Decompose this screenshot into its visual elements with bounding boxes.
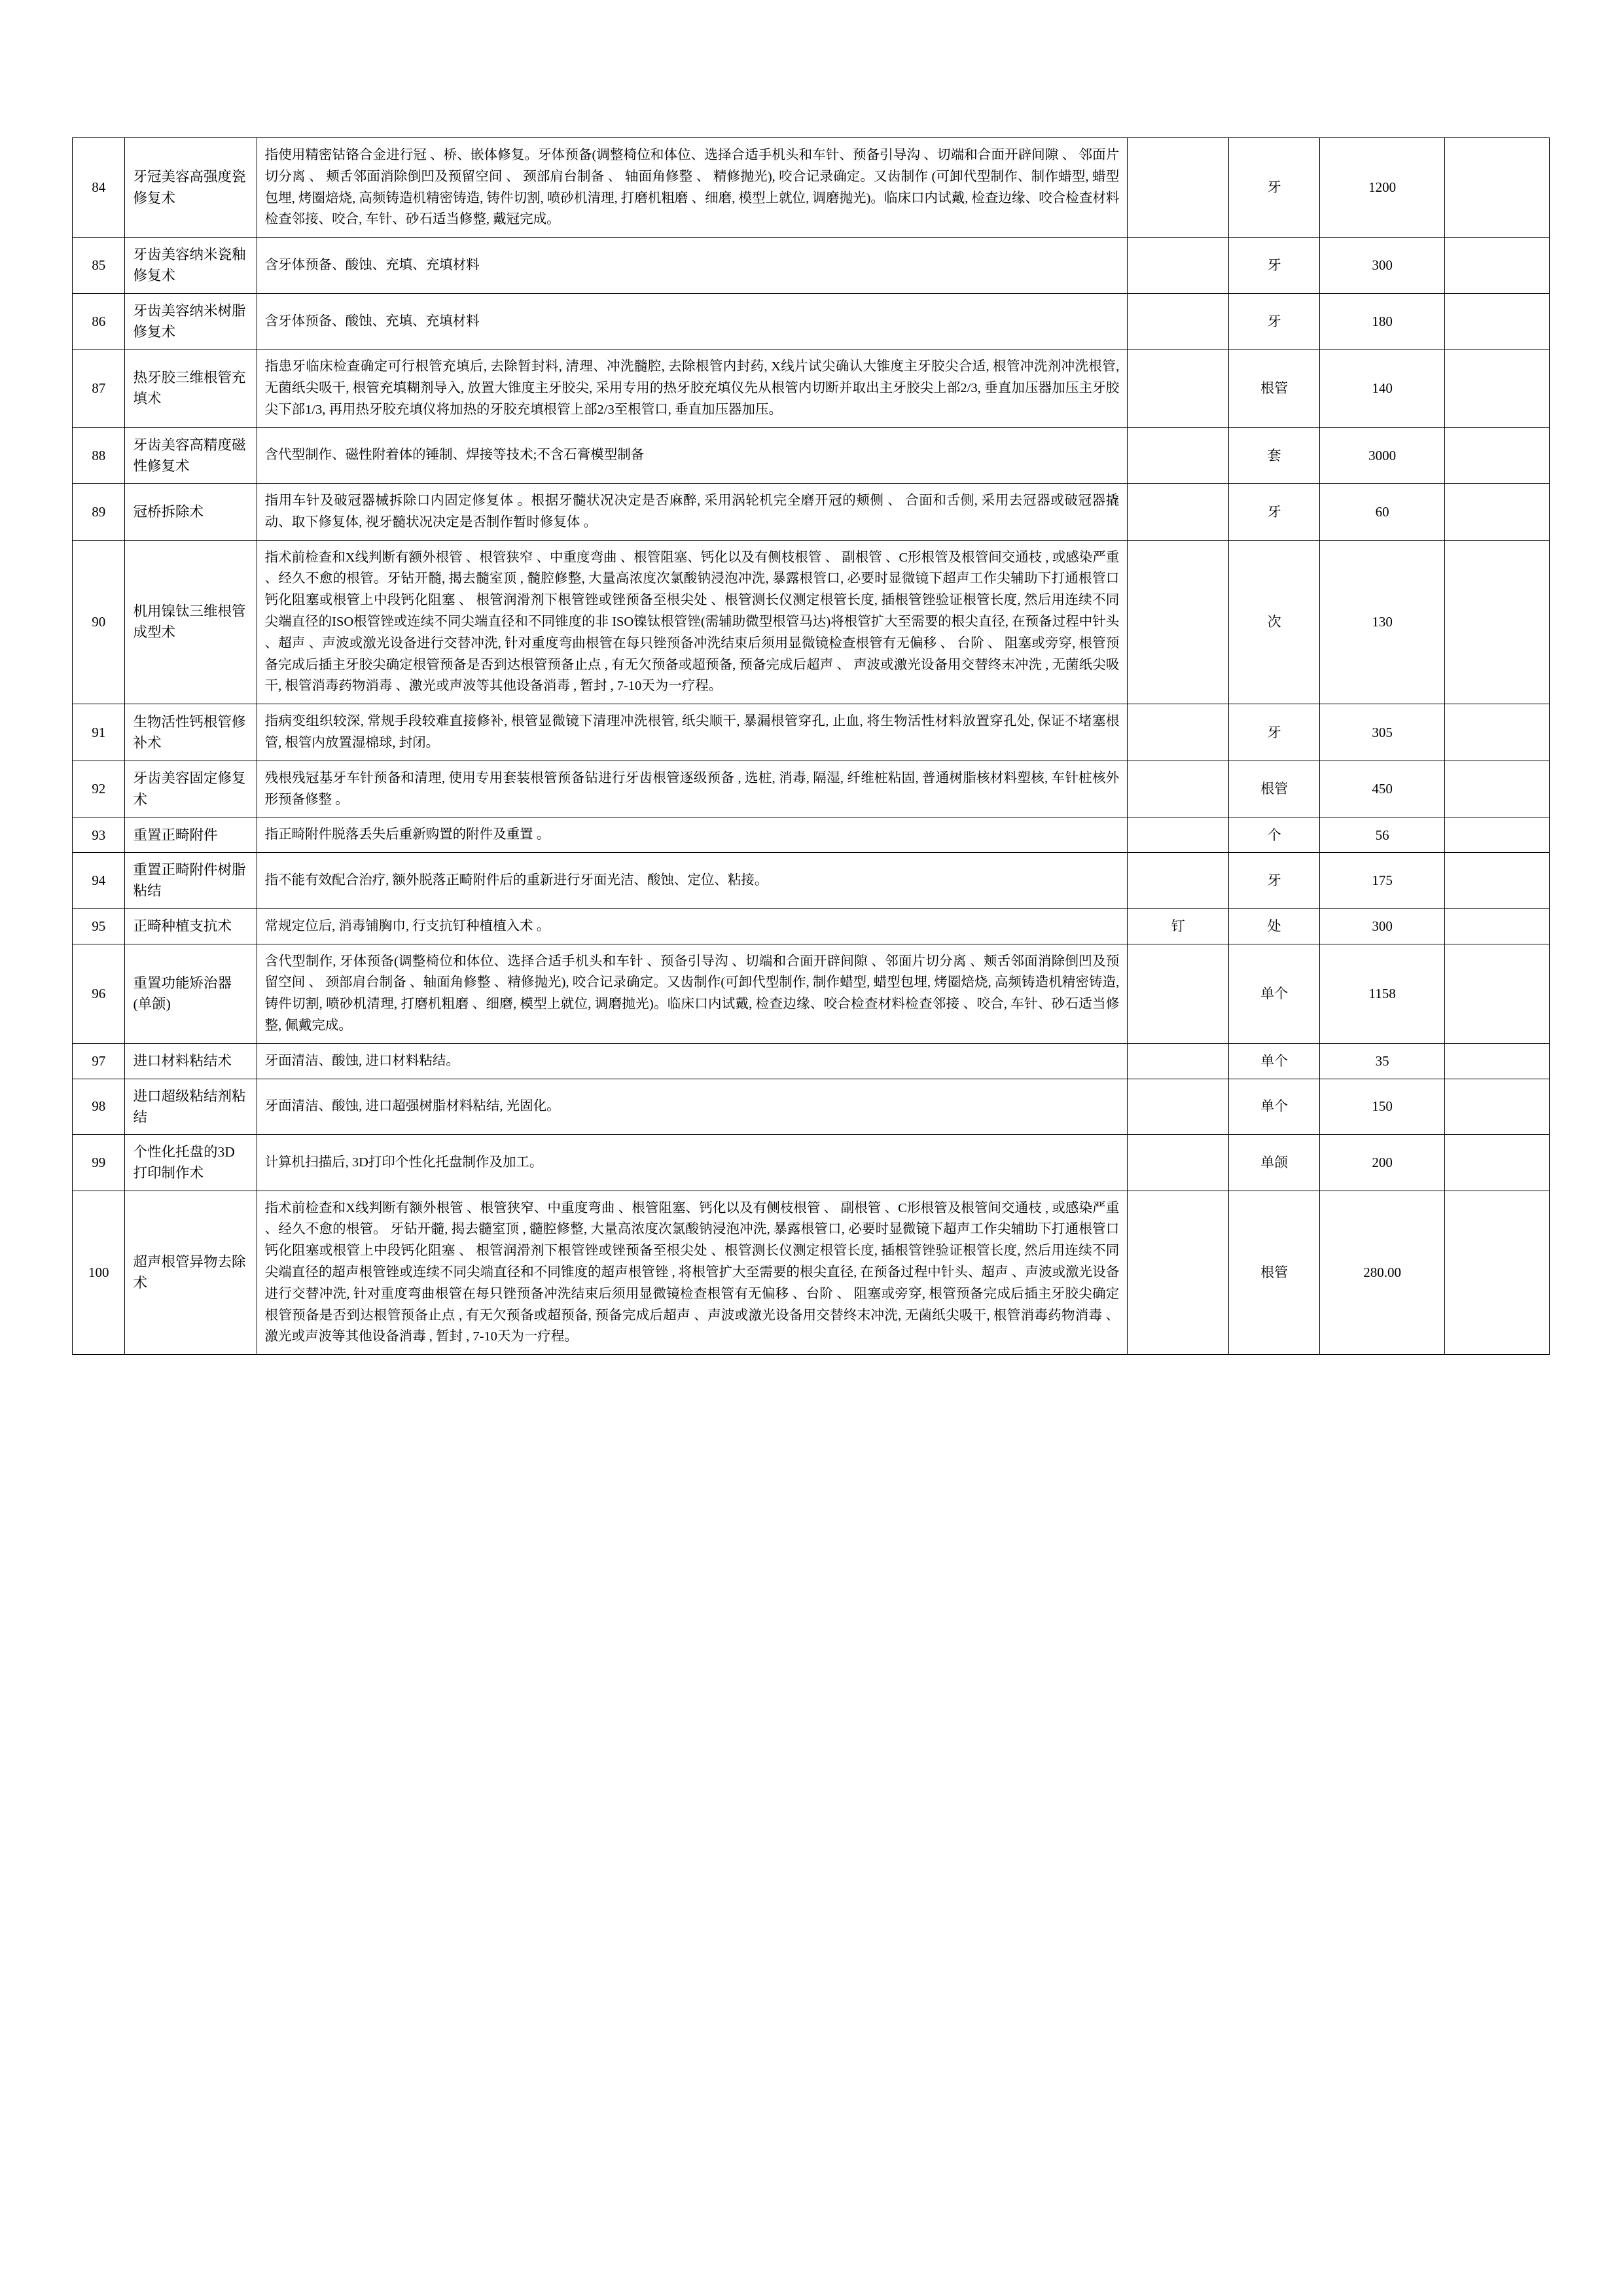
item-remark <box>1445 1191 1550 1355</box>
table-row <box>73 704 1550 761</box>
item-remark <box>1445 484 1550 541</box>
item-remark <box>1445 1079 1550 1135</box>
item-remark <box>1445 138 1550 238</box>
item-material <box>1128 293 1229 350</box>
item-price: 305 <box>1320 704 1445 761</box>
table-row <box>73 138 1550 238</box>
item-material: 钉 <box>1128 908 1229 944</box>
item-name: 牙齿美容固定修复术 <box>125 761 257 817</box>
item-name: 牙冠美容高强度瓷修复术 <box>125 138 257 238</box>
item-price: 3000 <box>1320 427 1445 484</box>
item-price: 56 <box>1320 817 1445 853</box>
row-number: 89 <box>73 484 125 541</box>
row-number: 90 <box>73 540 125 704</box>
item-material <box>1128 1135 1229 1191</box>
item-name: 重置功能矫治器(单颌) <box>125 944 257 1043</box>
table-row <box>73 908 1550 944</box>
table-row <box>73 293 1550 350</box>
table-row <box>73 1135 1550 1191</box>
item-price: 150 <box>1320 1079 1445 1135</box>
item-material <box>1128 540 1229 704</box>
table-row <box>73 350 1550 427</box>
row-number: 88 <box>73 427 125 484</box>
item-price: 1158 <box>1320 944 1445 1043</box>
item-material <box>1128 484 1229 541</box>
item-price: 180 <box>1320 293 1445 350</box>
row-number: 94 <box>73 853 125 909</box>
item-unit: 个 <box>1228 817 1319 853</box>
item-name: 个性化托盘的3D打印制作术 <box>125 1135 257 1191</box>
item-price: 200 <box>1320 1135 1445 1191</box>
item-unit: 牙 <box>1228 484 1319 541</box>
item-description: 指用车针及破冠器械拆除口内固定修复体 。根据牙髓状况决定是否麻醉, 采用涡轮机完全磨开冠的颊侧 、 合面和舌侧, 采用去冠器或破冠器撬动、取下修复体, 视牙髓状况决定是否制作暂时修复体 。 <box>257 484 1128 541</box>
price-list-table <box>72 137 1550 1355</box>
item-unit: 根管 <box>1228 761 1319 817</box>
row-number: 92 <box>73 761 125 817</box>
item-unit: 牙 <box>1228 704 1319 761</box>
item-unit: 单个 <box>1228 1043 1319 1079</box>
item-material <box>1128 1191 1229 1355</box>
table-row <box>73 761 1550 817</box>
item-price: 140 <box>1320 350 1445 427</box>
row-number: 99 <box>73 1135 125 1191</box>
item-remark <box>1445 293 1550 350</box>
item-price: 175 <box>1320 853 1445 909</box>
item-remark <box>1445 238 1550 294</box>
item-unit: 单颌 <box>1228 1135 1319 1191</box>
item-price: 280.00 <box>1320 1191 1445 1355</box>
item-name: 生物活性钙根管修补术 <box>125 704 257 761</box>
item-unit: 牙 <box>1228 293 1319 350</box>
item-description: 指术前检查和X线判断有额外根管 、根管狭窄、中重度弯曲 、根管阻塞、钙化以及有侧枝根管 、 副根管 、C形根管及根管间交通枝 , 或感染严重 、经久不愈的根管。 牙钻开髓, 揭去髓室顶 , 髓腔修整, 大量高浓度次氯酸钠浸泡冲洗, 暴露根管口, 必要时显微镜下超声工作尖辅助下打通根管口钙化阻塞或根管上中段钙化阻塞 、 根管润滑剂下根管锉或锉预备至根尖处 、根管测长仪测定根管长度, 插根管锉验证根管长度, 然后用连续不同尖端直径的超声根管锉或连续不同尖端直径和不同锥度的超声根管锉 , 将根管扩大至需要的根尖直径, 在预备过程中针头、超声 、声波或激光设备进行交替冲洗, 针对重度弯曲根管在每只锉预备冲洗结束后须用显微镜检查根管有无偏移 、台阶 、 阻塞或旁穿, 根管预备完成后插主牙胶尖确定根管预备是否到达根管预备止点 , 有无欠预备或超预备, 预备完成后超声 、声波或激光设备用交替终末冲洗, 无菌纸尖吸干, 根管消毒药物消毒 、激光或声波等其他设备消毒 , 暂封 , 7-10天为一疗程。 <box>257 1191 1128 1355</box>
item-description: 常规定位后, 消毒铺胸巾, 行支抗钉种植植入术 。 <box>257 908 1128 944</box>
item-description: 计算机扫描后, 3D打印个性化托盘制作及加工。 <box>257 1135 1128 1191</box>
item-material <box>1128 138 1229 238</box>
item-remark <box>1445 1135 1550 1191</box>
item-description: 牙面清洁、酸蚀, 进口超强树脂材料粘结, 光固化。 <box>257 1079 1128 1135</box>
table-row <box>73 853 1550 909</box>
item-name: 进口材料粘结术 <box>125 1043 257 1079</box>
item-description: 含牙体预备、酸蚀、充填、充填材料 <box>257 293 1128 350</box>
row-number: 100 <box>73 1191 125 1355</box>
item-material <box>1128 427 1229 484</box>
item-description: 指术前检查和X线判断有额外根管 、根管狭窄 、中重度弯曲 、根管阻塞、钙化以及有侧枝根管 、 副根管 、C形根管及根管间交通枝 , 或感染严重 、经久不愈的根管。牙钻开髓, 揭去髓室顶 , 髓腔修整, 大量高浓度次氯酸钠浸泡冲洗, 暴露根管口, 必要时显微镜下超声工作尖辅助下打通根管口钙化阻塞或根管上中段钙化阻塞 、 根管润滑剂下根管锉或锉预备至根尖处 、根管测长仪测定根管长度, 插根管锉验证根管长度, 然后用连续不同尖端直径的ISO根管锉或连续不同尖端直径和不同锥度的非 ISO镍钛根管锉(需辅助微型根管马达)将根管扩大至需要的根尖直径, 在预备过程中针头 、超声 、声波或激光设备进行交替冲洗, 针对重度弯曲根管在每只锉预备冲洗结束后须用显微镜检查根管有无偏移 、 台阶 、 阻塞或旁穿, 根管预备完成后插主牙胶尖确定根管预备是否到达根管预备止点 , 有无欠预备或超预备, 预备完成后超声 、 声波或激光设备用交替终末冲洗 , 无菌纸尖吸干, 根管消毒药物消毒 、激光或声波等其他设备消毒 , 暂封 , 7-10天为一疗程。 <box>257 540 1128 704</box>
item-description: 牙面清洁、酸蚀, 进口材料粘结。 <box>257 1043 1128 1079</box>
item-unit: 根管 <box>1228 350 1319 427</box>
table-row <box>73 1043 1550 1079</box>
item-price: 1200 <box>1320 138 1445 238</box>
item-description: 含代型制作, 牙体预备(调整椅位和体位、选择合适手机头和车针 、预备引导沟 、切端和合面开辟间隙 、邻面片切分离 、颊舌邻面消除倒凹及预留空间 、 颈部肩台制备 、轴面角修整 、精修抛光), 咬合记录确定。又齿制作(可卸代型制作, 制作蜡型, 蜡型包埋, 烤圈焙烧, 高频铸造机精密铸造, 铸件切割, 喷砂机清理, 打磨机粗磨 、细磨, 模型上就位, 调磨抛光)。临床口内试戴, 检查边缘、咬合检查材料检查邻接 、咬合, 车针、砂石适当修整, 佩戴完成。 <box>257 944 1128 1043</box>
item-description: 含代型制作、磁性附着体的锤制、焊接等技术;不含石膏模型制备 <box>257 427 1128 484</box>
row-number: 98 <box>73 1079 125 1135</box>
item-description: 含牙体预备、酸蚀、充填、充填材料 <box>257 238 1128 294</box>
item-material <box>1128 853 1229 909</box>
item-description: 指正畸附件脱落丢失后重新购置的附件及重置 。 <box>257 817 1128 853</box>
row-number: 95 <box>73 908 125 944</box>
item-description: 指不能有效配合治疗, 额外脱落正畸附件后的重新进行牙面光洁、酸蚀、定位、粘接。 <box>257 853 1128 909</box>
item-name: 正畸种植支抗术 <box>125 908 257 944</box>
item-price: 130 <box>1320 540 1445 704</box>
item-unit: 牙 <box>1228 853 1319 909</box>
item-description: 残根残冠基牙车针预备和清理, 使用专用套装根管预备钻进行牙齿根管逐级预备 , 选桩, 消毒, 隔湿, 纤维桩粘固, 普通树脂核材料塑核, 车针桩核外形预备修整 。 <box>257 761 1128 817</box>
item-name: 热牙胶三维根管充填术 <box>125 350 257 427</box>
item-material <box>1128 817 1229 853</box>
item-material <box>1128 1079 1229 1135</box>
table-row <box>73 817 1550 853</box>
item-remark <box>1445 761 1550 817</box>
row-number: 84 <box>73 138 125 238</box>
item-unit: 处 <box>1228 908 1319 944</box>
item-material <box>1128 350 1229 427</box>
row-number: 97 <box>73 1043 125 1079</box>
item-remark <box>1445 944 1550 1043</box>
item-description: 指病变组织较深, 常规手段较难直接修补, 根管显微镜下清理冲洗根管, 纸尖顺干, 暴漏根管穿孔, 止血, 将生物活性材料放置穿孔处, 保证不堵塞根管, 根管内放置湿棉球, 封闭。 <box>257 704 1128 761</box>
item-name: 重置正畸附件树脂粘结 <box>125 853 257 909</box>
item-material <box>1128 1043 1229 1079</box>
row-number: 86 <box>73 293 125 350</box>
table-row <box>73 540 1550 704</box>
item-price: 450 <box>1320 761 1445 817</box>
item-unit: 单个 <box>1228 1079 1319 1135</box>
item-remark <box>1445 427 1550 484</box>
item-unit: 次 <box>1228 540 1319 704</box>
item-remark <box>1445 908 1550 944</box>
item-material <box>1128 704 1229 761</box>
item-name: 牙齿美容纳米树脂修复术 <box>125 293 257 350</box>
table-body <box>73 138 1550 1355</box>
table-row <box>73 484 1550 541</box>
table-row <box>73 1079 1550 1135</box>
row-number: 96 <box>73 944 125 1043</box>
item-material <box>1128 944 1229 1043</box>
item-price: 300 <box>1320 238 1445 294</box>
item-unit: 牙 <box>1228 138 1319 238</box>
item-unit: 牙 <box>1228 238 1319 294</box>
item-name: 进口超级粘结剂粘结 <box>125 1079 257 1135</box>
item-unit: 套 <box>1228 427 1319 484</box>
table-row <box>73 1191 1550 1355</box>
item-description: 指患牙临床检查确定可行根管充填后, 去除暂封料, 清理、冲洗髓腔, 去除根管内封药, X线片试尖确认大锥度主牙胶尖合适, 根管冲洗剂冲洗根管, 无菌纸尖吸干, 根管充填糊剂导入, 放置大锥度主牙胶尖, 采用专用的热牙胶充填仪先从根管内切断并取出主牙胶尖上部2/3, 垂直加压器加压主牙胶尖下部1/3, 再用热牙胶充填仪将加热的牙胶充填根管上部2/3至根管口, 垂直加压器加压。 <box>257 350 1128 427</box>
item-remark <box>1445 540 1550 704</box>
item-unit: 单个 <box>1228 944 1319 1043</box>
item-price: 300 <box>1320 908 1445 944</box>
item-remark <box>1445 350 1550 427</box>
item-remark <box>1445 817 1550 853</box>
item-name: 重置正畸附件 <box>125 817 257 853</box>
table-row <box>73 944 1550 1043</box>
item-name: 机用镍钛三维根管成型术 <box>125 540 257 704</box>
item-remark <box>1445 853 1550 909</box>
item-remark <box>1445 1043 1550 1079</box>
item-description: 指使用精密钴铬合金进行冠 、桥、嵌体修复。牙体预备(调整椅位和体位、选择合适手机头和车针、预备引导沟 、切端和合面开辟间隙 、 邻面片切分离 、 颊舌邻面消除倒凹及预留空间 、 颈部肩台制备 、 轴面角修整 、 精修抛光), 咬合记录确定。又齿制作 (可卸代型制作、制作蜡型, 蜡型包埋, 烤圈焙烧, 高频铸造机精密铸造, 铸件切割, 喷砂机清理, 打磨机粗磨 、细磨, 模型上就位, 调磨抛光)。临床口内试戴, 检查边缘、咬合检查材料检查邻接、咬合, 车针、砂石适当修整, 戴冠完成。 <box>257 138 1128 238</box>
table-row <box>73 427 1550 484</box>
item-price: 35 <box>1320 1043 1445 1079</box>
item-price: 60 <box>1320 484 1445 541</box>
row-number: 85 <box>73 238 125 294</box>
row-number: 87 <box>73 350 125 427</box>
row-number: 93 <box>73 817 125 853</box>
table-row <box>73 238 1550 294</box>
item-material <box>1128 238 1229 294</box>
item-name: 牙齿美容纳米瓷釉修复术 <box>125 238 257 294</box>
item-remark <box>1445 704 1550 761</box>
item-unit: 根管 <box>1228 1191 1319 1355</box>
item-material <box>1128 761 1229 817</box>
item-name: 超声根管异物去除术 <box>125 1191 257 1355</box>
item-name: 冠桥拆除术 <box>125 484 257 541</box>
item-name: 牙齿美容高精度磁性修复术 <box>125 427 257 484</box>
row-number: 91 <box>73 704 125 761</box>
